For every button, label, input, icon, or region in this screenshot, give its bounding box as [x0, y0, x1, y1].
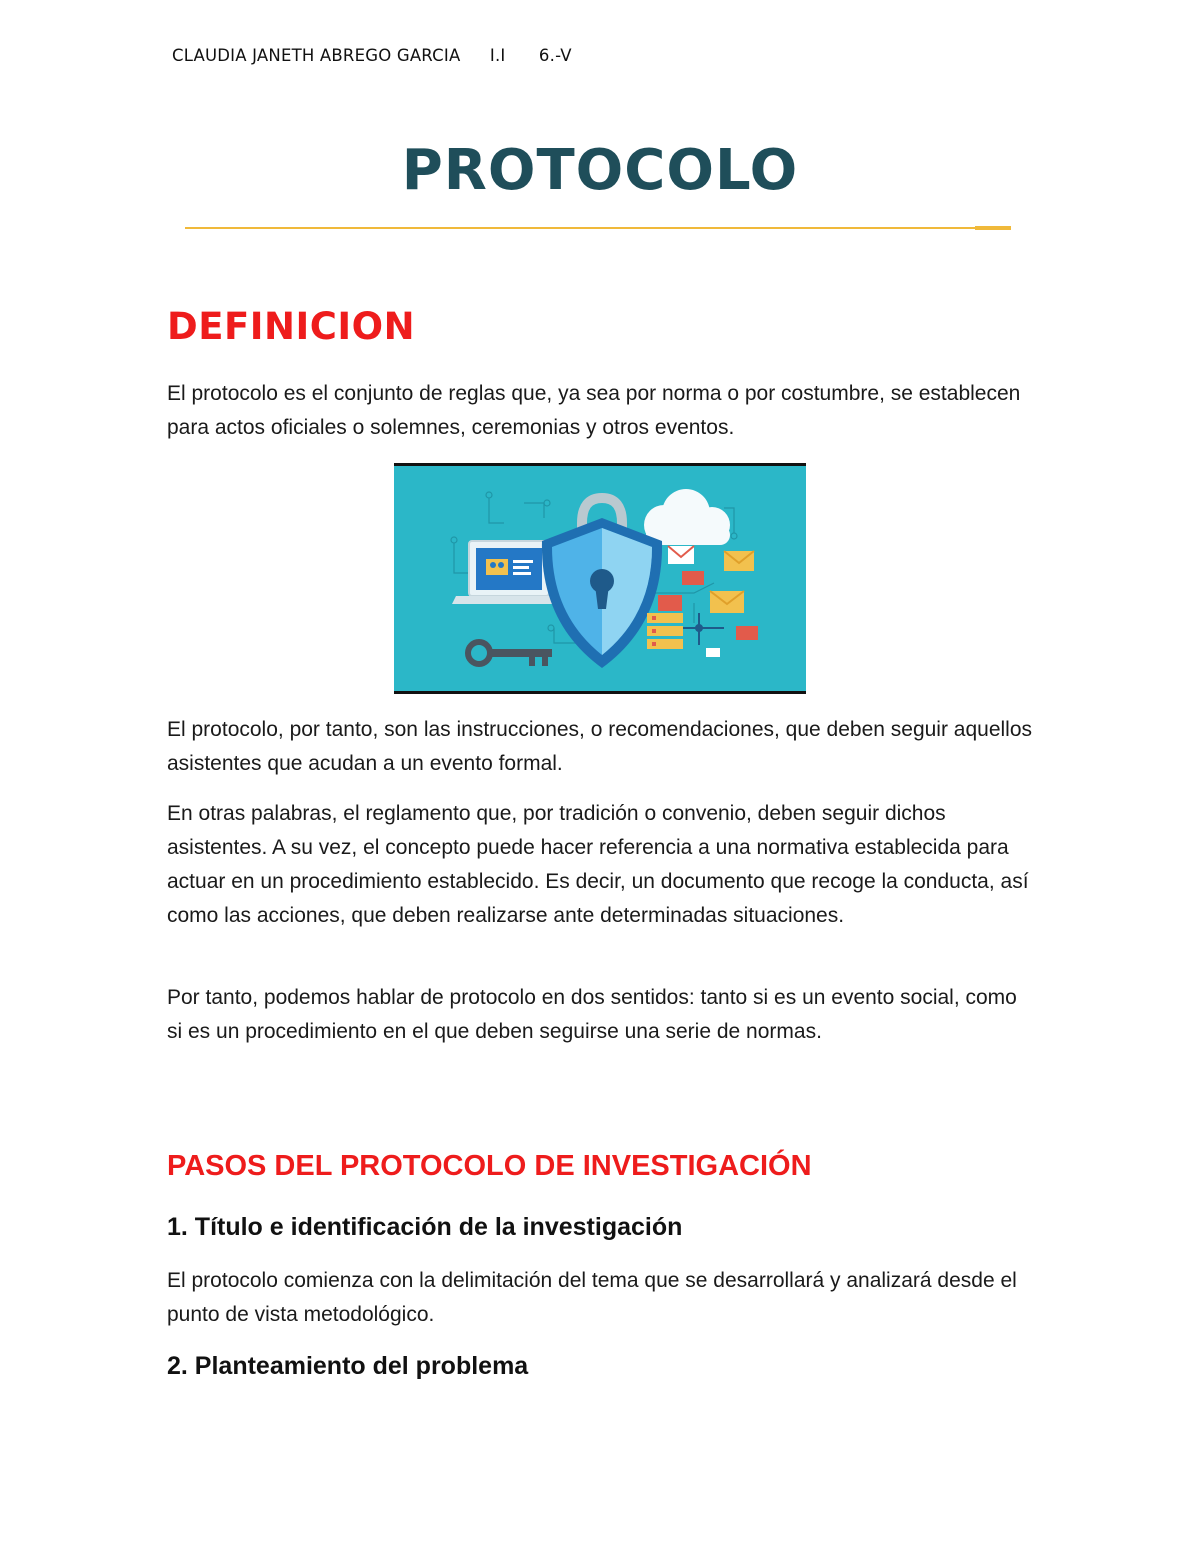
group-code: 6.-V — [538, 46, 572, 65]
title-divider — [185, 227, 975, 229]
page-title: PROTOCOLO — [401, 138, 799, 203]
step-1-text: El protocolo comienza con la delimitación del tema que se desarrollará y analizará desde el punto de vista metodológico. — [167, 1269, 1017, 1326]
definicion-paragraph-3: Por tanto, podemos hablar de protocolo en dos sentidos: tanto si es un evento social, como si es un procedimiento en el que deben seguirse una serie de normas. — [167, 986, 1017, 1043]
document-header — [172, 46, 572, 65]
security-illustration — [394, 463, 806, 694]
definicion-paragraph-1: El protocolo, por tanto, son las instrucciones, o recomendaciones, que deben seguir aquellos asistentes que acudan a un evento formal. — [167, 718, 1033, 775]
course-code: I.I — [489, 46, 506, 65]
security-shield-icon — [394, 463, 806, 694]
definicion-paragraph-2: En otras palabras, el reglamento que, por tradición o convenio, deben seguir dichos asistentes. A su vez, el concepto puede hacer referencia a una normativa establecida para actuar en un procedimiento establecido. Es decir, un documento que recoge la conducta, así como las acciones, que deben realizarse ante determinadas situaciones. — [167, 802, 1029, 927]
pasos-heading: PASOS DEL PROTOCOLO DE INVESTIGACIÓN — [167, 1150, 812, 1182]
author-name: CLAUDIA JANETH ABREGO GARCIA — [172, 46, 461, 65]
definicion-intro: El protocolo es el conjunto de reglas que, ya sea por norma o por costumbre, se establecen para actos oficiales o solemnes, ceremonias y otros eventos. — [167, 382, 1021, 439]
definicion-heading: DEFINICION — [167, 305, 416, 348]
title-divider-accent — [975, 226, 1011, 230]
step-2-title: 2. Planteamiento del problema — [167, 1352, 529, 1380]
step-1-title: 1. Título e identificación de la investigación — [167, 1213, 683, 1241]
